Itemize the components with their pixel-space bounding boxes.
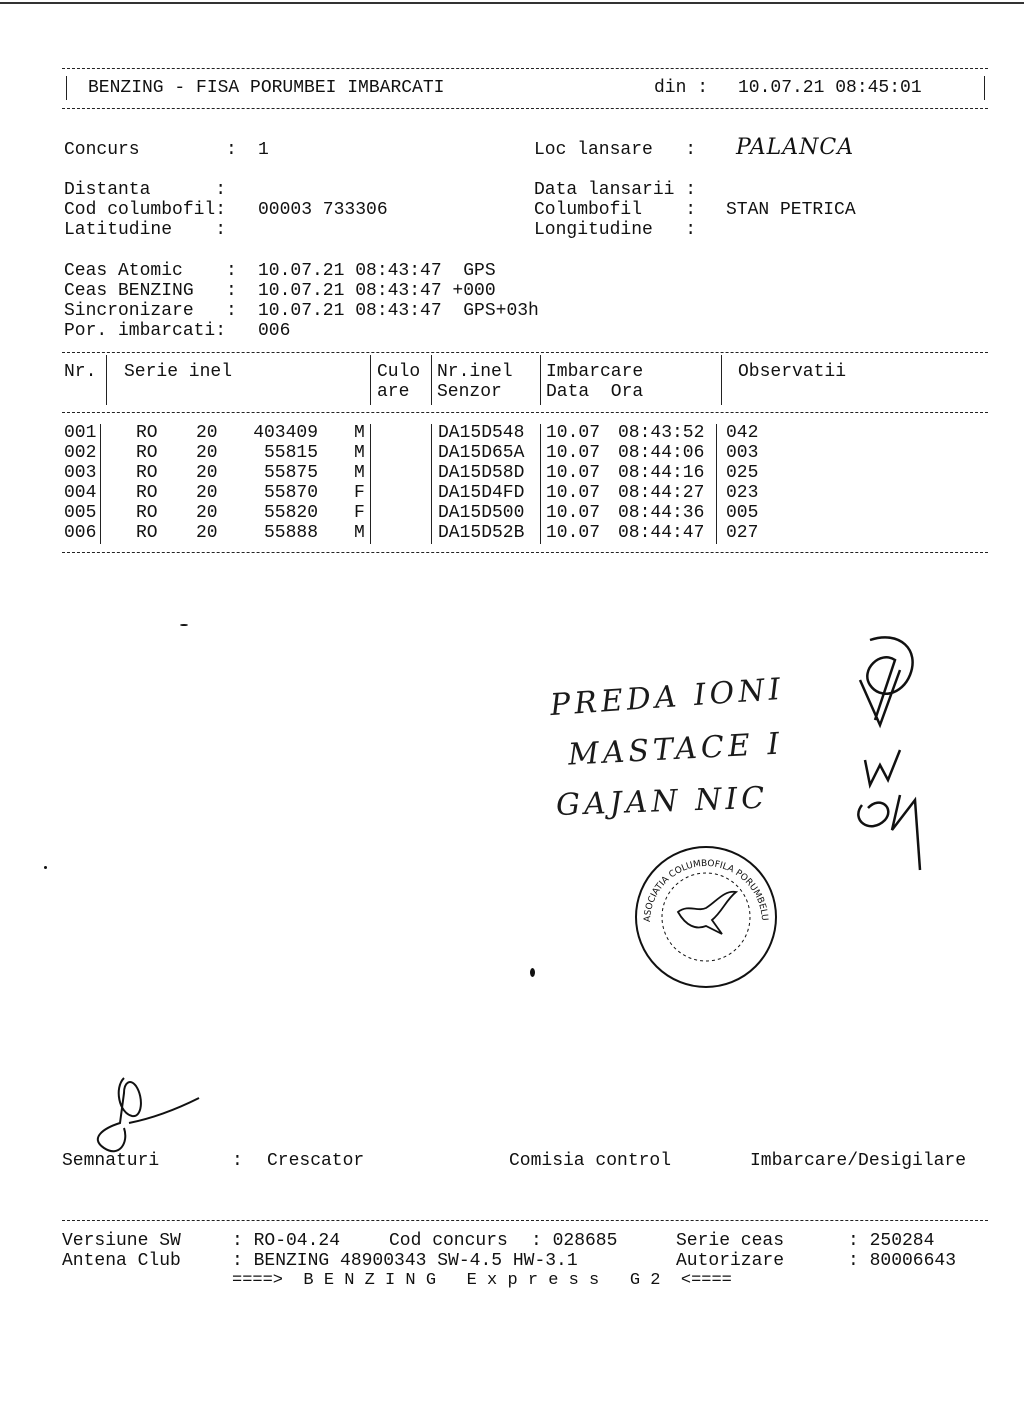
header-nr-inel-1: Nr.inel xyxy=(437,362,513,382)
document-title: BENZING - FISA PORUMBEI IMBARCATI xyxy=(88,78,445,98)
cell-sex: M xyxy=(354,523,365,543)
col-divider-3 xyxy=(431,355,432,405)
header-imbarcare-1: Imbarcare xyxy=(546,362,644,382)
cell-country: RO xyxy=(136,483,158,503)
loc-lansare-label: Loc lansare : xyxy=(534,140,697,160)
antena-club-value: : BENZING 48900343 SW-4.5 HW-3.1 xyxy=(232,1251,578,1271)
cell-nr: 002 xyxy=(64,443,97,463)
signature-scribbles-right xyxy=(840,630,950,870)
ceas-atomic-label: Ceas Atomic : xyxy=(64,261,237,281)
longitudine-label: Longitudine : xyxy=(534,220,697,240)
cell-time: 08:44:27 xyxy=(618,483,705,503)
cell-obs: 025 xyxy=(726,463,759,483)
cell-country: RO xyxy=(136,423,158,443)
cell-sensor: DA15D4FD xyxy=(438,483,525,503)
latitudine-label: Latitudine : xyxy=(64,220,227,240)
header-culoare-2: are xyxy=(377,382,410,402)
table-row xyxy=(62,423,762,443)
cell-country: RO xyxy=(136,463,158,483)
cell-sex: M xyxy=(354,423,365,443)
handwritten-names xyxy=(550,672,784,828)
header-nr-inel-2: Senzor xyxy=(437,382,502,402)
columbofil-value: STAN PETRICA xyxy=(726,200,856,220)
stamp-text: ASOCIATIA COLUMBOFILA PORUMBELUL CALATOR GIURGIU CENTRUL DE IMBARCARE NR. 1 COROBA xyxy=(622,835,770,923)
cell-year: 20 xyxy=(196,523,218,543)
cell-date: 10.07 xyxy=(546,503,601,523)
cell-nr: 001 xyxy=(64,423,97,443)
header-left-border xyxy=(66,76,67,100)
cell-sensor: DA15D65A xyxy=(438,443,525,463)
cell-date: 10.07 xyxy=(546,463,601,483)
ceas-atomic-value: 10.07.21 08:43:47 GPS xyxy=(258,261,496,281)
autorizare-value: : 80006643 xyxy=(848,1251,957,1271)
cell-time: 08:44:47 xyxy=(618,523,705,543)
table-row xyxy=(62,463,762,483)
header-culoare-1: Culo xyxy=(377,362,421,382)
signature-crescator: Crescator xyxy=(267,1151,365,1171)
por-imbarcati-value: 006 xyxy=(258,321,291,341)
cell-year: 20 xyxy=(196,503,218,523)
table-row xyxy=(62,483,762,503)
cell-sensor: DA15D52B xyxy=(438,523,525,543)
benzing-brand-line: ====> B E N Z I N G E x p r e s s G 2 <==== xyxy=(232,1271,732,1290)
col-divider-2 xyxy=(370,355,371,405)
scan-speck xyxy=(44,866,47,869)
signature-comisia-control: Comisia control xyxy=(509,1151,672,1171)
cell-date: 10.07 xyxy=(546,523,601,543)
table-row xyxy=(62,443,762,463)
semnaturi-colon: : xyxy=(232,1151,243,1171)
footer-top-border xyxy=(62,1220,988,1221)
header-nr: Nr. xyxy=(64,362,97,382)
cell-date: 10.07 xyxy=(546,483,601,503)
cell-obs: 003 xyxy=(726,443,759,463)
cell-obs: 005 xyxy=(726,503,759,523)
cell-date: 10.07 xyxy=(546,443,601,463)
header-right-border xyxy=(984,76,985,100)
header-serie-inel: Serie inel xyxy=(124,362,233,382)
handwritten-name-2: MASTACE I xyxy=(567,726,784,773)
col-divider-1 xyxy=(106,355,107,405)
scan-speck xyxy=(530,968,535,977)
cell-time: 08:44:16 xyxy=(618,463,705,483)
concurs-value: 1 xyxy=(258,140,269,160)
cell-year: 20 xyxy=(196,463,218,483)
cell-sex: M xyxy=(354,443,365,463)
sincronizare-value: 10.07.21 08:43:47 GPS+03h xyxy=(258,301,539,321)
cell-sensor: DA15D58D xyxy=(438,463,525,483)
header-observatii: Observatii xyxy=(738,362,847,382)
versiune-sw-value: : RO-04.24 xyxy=(232,1231,341,1251)
distanta-label: Distanta : xyxy=(64,180,227,200)
cell-ring: 403409 xyxy=(253,423,318,443)
cell-sex: F xyxy=(354,503,365,523)
cell-obs: 027 xyxy=(726,523,759,543)
serie-ceas-value: : 250284 xyxy=(848,1231,935,1251)
signature-imbarcare-desigilare: Imbarcare/Desigilare xyxy=(750,1151,967,1171)
cell-ring: 55815 xyxy=(263,443,318,463)
col-divider-4 xyxy=(540,355,541,405)
cell-obs: 042 xyxy=(726,423,759,443)
official-stamp xyxy=(622,835,786,992)
semnaturi-label: Semnaturi xyxy=(62,1151,160,1171)
versiune-sw-label: Versiune SW xyxy=(62,1231,181,1251)
cell-sex: F xyxy=(354,483,365,503)
cod-concurs-value: : 028685 xyxy=(531,1231,618,1251)
cell-sex: M xyxy=(354,463,365,483)
data-lansarii-label: Data lansarii : xyxy=(534,180,697,200)
header-top-border xyxy=(62,68,988,69)
dove-icon xyxy=(678,892,736,934)
cell-country: RO xyxy=(136,503,158,523)
columbofil-label: Columbofil : xyxy=(534,200,697,220)
cell-time: 08:44:06 xyxy=(618,443,705,463)
por-imbarcati-label: Por. imbarcati: xyxy=(64,321,227,341)
header-bottom-border xyxy=(62,108,988,109)
cell-nr: 006 xyxy=(64,523,97,543)
header-imbarcare-2: Data Ora xyxy=(546,382,644,402)
autorizare-label: Autorizare xyxy=(676,1251,785,1271)
cell-ring: 55820 xyxy=(263,503,318,523)
loc-lansare-value: PALANCA xyxy=(736,135,855,160)
concurs-label: Concurs : xyxy=(64,140,237,160)
scan-edge xyxy=(0,2,1024,4)
col-divider-5 xyxy=(721,355,722,405)
cell-nr: 003 xyxy=(64,463,97,483)
cell-sensor: DA15D500 xyxy=(438,503,525,523)
antena-club-label: Antena Club xyxy=(62,1251,181,1271)
cod-concurs-label: Cod concurs xyxy=(389,1231,508,1251)
handwritten-name-3: GAJAN NIC xyxy=(555,780,769,823)
table-top-border xyxy=(62,352,988,353)
cell-country: RO xyxy=(136,523,158,543)
cell-year: 20 xyxy=(196,443,218,463)
table-header-separator xyxy=(62,412,988,413)
table-row xyxy=(62,503,762,523)
table-row xyxy=(62,523,762,543)
cod-columbofil-label: Cod columbofil: xyxy=(64,200,227,220)
cell-country: RO xyxy=(136,443,158,463)
cell-year: 20 xyxy=(196,483,218,503)
cell-nr: 005 xyxy=(64,503,97,523)
cell-ring: 55888 xyxy=(263,523,318,543)
sincronizare-label: Sincronizare : xyxy=(64,301,237,321)
cell-year: 20 xyxy=(196,423,218,443)
serie-ceas-label: Serie ceas xyxy=(676,1231,785,1251)
header-datetime: 10.07.21 08:45:01 xyxy=(738,78,922,98)
cell-nr: 004 xyxy=(64,483,97,503)
scan-speck xyxy=(180,624,188,626)
cell-time: 08:43:52 xyxy=(618,423,705,443)
table-bottom-border xyxy=(62,552,988,553)
ceas-benzing-value: 10.07.21 08:43:47 +000 xyxy=(258,281,496,301)
cell-time: 08:44:36 xyxy=(618,503,705,523)
cell-sensor: DA15D548 xyxy=(438,423,525,443)
cell-ring: 55870 xyxy=(263,483,318,503)
header-din-label: din : xyxy=(654,78,709,98)
ceas-benzing-label: Ceas BENZING : xyxy=(64,281,237,301)
cell-ring: 55875 xyxy=(263,463,318,483)
cell-obs: 023 xyxy=(726,483,759,503)
handwritten-name-1: PREDA IONI xyxy=(549,671,786,724)
cell-date: 10.07 xyxy=(546,423,601,443)
cod-columbofil-value: 00003 733306 xyxy=(258,200,388,220)
